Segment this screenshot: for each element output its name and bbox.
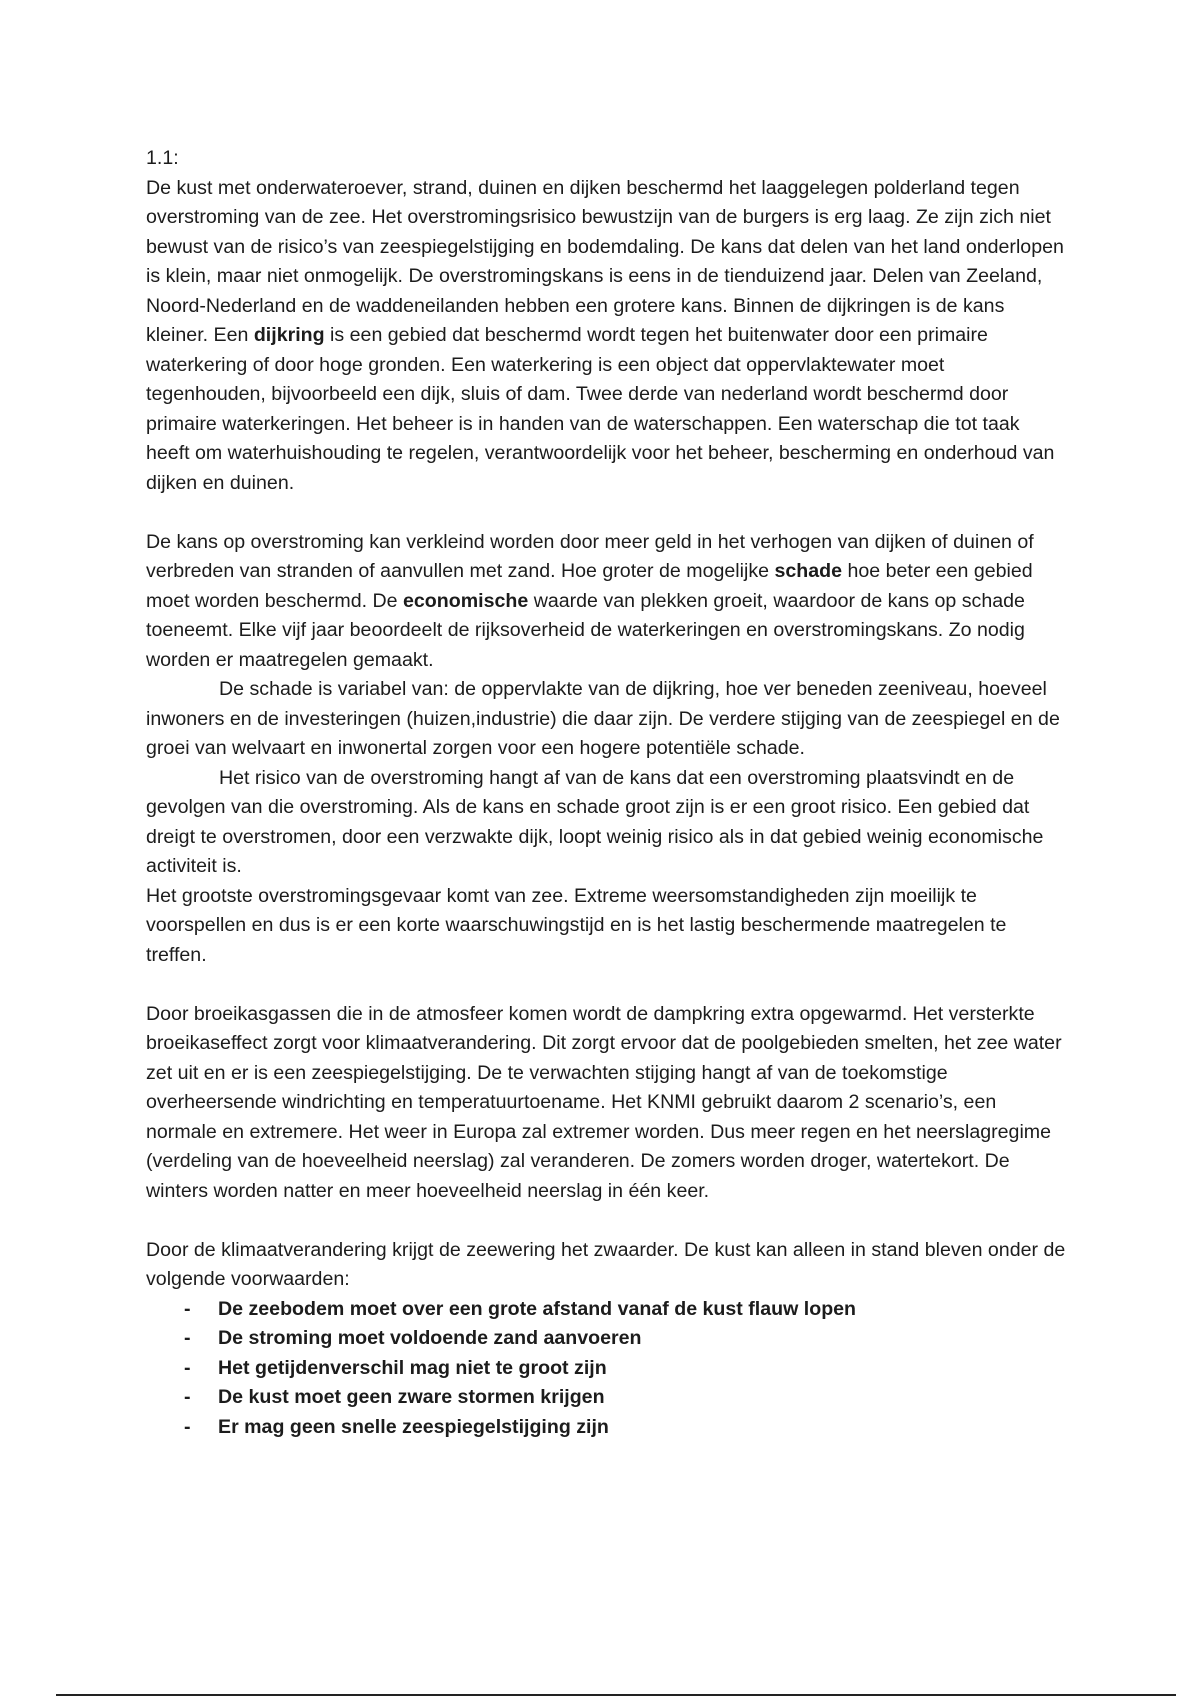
text-run: De kans op overstroming kan verkleind worden door meer geld in het verhogen van dijken of duinen of verbreden van stranden of aanvullen met zand. Hoe groter de mogelijke — [146, 530, 1034, 582]
list-item-text: De stroming moet voldoende zand aanvoeren — [218, 1327, 642, 1349]
bold-term-dijkring: dijkring — [253, 324, 325, 346]
list-item — [146, 1383, 1066, 1413]
list-item — [146, 1295, 1066, 1325]
list-item-text: Het getijdenverschil mag niet te groot zijn — [218, 1356, 607, 1379]
paragraph-gap — [146, 498, 1066, 528]
paragraph-schade-variabel — [146, 675, 1066, 764]
footer-divider — [56, 1694, 1176, 1696]
paragraph-zeewering: Door de klimaatverandering krijgt de zeewering het zwaarder. De kust kan alleen in stand bleven onder de volgende voorwaarden: — [146, 1238, 1066, 1290]
list-item-text: De kust moet geen zware stormen krijgen — [218, 1386, 605, 1408]
bold-term-schade: schade — [774, 560, 842, 582]
list-item — [146, 1354, 1066, 1384]
text-run: waarde van plekken groeit, waardoor de kans op schade toeneemt. Elke vijf jaar beoordeelt de rijksoverheid de waterkeringen en overstromingskans. Zo nodig worden er maatregelen gemaakt. — [146, 589, 1025, 671]
bullet-dash: - — [184, 1386, 191, 1408]
text-run: Het risico van de overstroming hangt af van de kans dat een overstroming plaatsvindt en de gevolgen van die overstroming. Als de kans en schade groot zijn is er een groot risico. Een gebied dat dreigt te overstromen, door een verzwakte dijk, loopt weinig risico als in dat gebied weinig economische activiteit is. — [146, 766, 1044, 877]
text-run: De kust met onderwateroever, strand, duinen en dijken beschermd het laaggelegen polderland tegen overstroming van de zee. Het overstromingsrisico bewustzijn van de burgers is erg laag. Ze zijn zich niet bewust van de risico’s van zeespiegelstijging en bodemdaling. De kans dat delen van het land onderlopen is klein, maar niet onmogelijk. De overstromingskans is eens in de tienduizend jaar. Delen van Zeeland, Noord-Nederland en de waddeneilanden hebben een grotere kans. Binnen de dijkringen is de kans kleiner. Een — [146, 176, 1064, 346]
paragraph-gap — [146, 1206, 1066, 1236]
bullet-dash: - — [184, 1415, 191, 1438]
list-item-text: De zeebodem moet over een grote afstand vanaf de kust flauw lopen — [218, 1297, 857, 1320]
list-item-text: Er mag geen snelle zeespiegelstijging zijn — [218, 1415, 609, 1438]
bullet-dash: - — [184, 1297, 191, 1320]
bullet-dash: - — [184, 1356, 191, 1379]
text-run: hoe beter een gebied moet worden beschermd. De — [146, 560, 1033, 612]
document-page — [146, 144, 1066, 1442]
paragraph-kans-verkleinen — [146, 528, 1066, 676]
list-item — [146, 1413, 1066, 1443]
paragraph-kust-bescherming — [146, 174, 1066, 499]
paragraph-risico — [146, 764, 1066, 882]
voorwaarden-list — [146, 1295, 1066, 1443]
bold-term-economische: economische — [403, 589, 529, 612]
text-run: is een gebied dat beschermd wordt tegen het buitenwater door een primaire waterkering of door hoge gronden. Een waterkering is een object dat oppervlaktewater moet tegenhouden, bijvoorbeeld een dijk, sluis of dam. Twee derde van nederland wordt beschermd door primaire waterkeringen. Het beheer is in handen van de waterschappen. Een waterschap die tot taak heeft om waterhuishouding te regelen, verantwoordelijk voor het beheer, bescherming en onderhoud van dijken en duinen. — [146, 324, 1055, 494]
list-item — [146, 1324, 1066, 1354]
paragraph-broeikasgassen: Door broeikasgassen die in de atmosfeer komen wordt de dampkring extra opgewarmd. Het versterkte broeikaseffect zorgt voor klimaatverandering. Dit zorgt ervoor dat de poolgebieden smelten, het zee water zet uit en er is een zeespiegelstijging. De te verwachten stijging hangt af van de toekomstige overheersende windrichting en temperatuurtoename. Het KNMI gebruikt daarom 2 scenario’s, een normale en extremere. Het weer in Europa zal extremer worden. Dus meer regen en het neerslagregime (verdeling van de hoeveelheid neerslag) zal veranderen. De zomers worden droger, watertekort. De winters worden natter en meer hoeveelheid neerslag in één keer. — [146, 1002, 1062, 1202]
paragraph-gap — [146, 970, 1066, 1000]
paragraph-overstromingsgevaar: Het grootste overstromingsgevaar komt van zee. Extreme weersomstandigheden zijn moeilijk te voorspellen en dus is er een korte waarschuwingstijd en is het lastig beschermende maatregelen te treffen. — [146, 884, 1007, 966]
bullet-dash: - — [184, 1327, 191, 1349]
text-run: De schade is variabel van: de oppervlakte van de dijkring, hoe ver beneden zeeniveau, hoeveel inwoners en de investeringen (huizen,industrie) die daar zijn. De verdere stijging van de zeespiegel en de groei van welvaart en inwonertal zorgen voor een hogere potentiële schade. — [146, 678, 1060, 759]
section-heading: 1.1: — [146, 147, 179, 169]
